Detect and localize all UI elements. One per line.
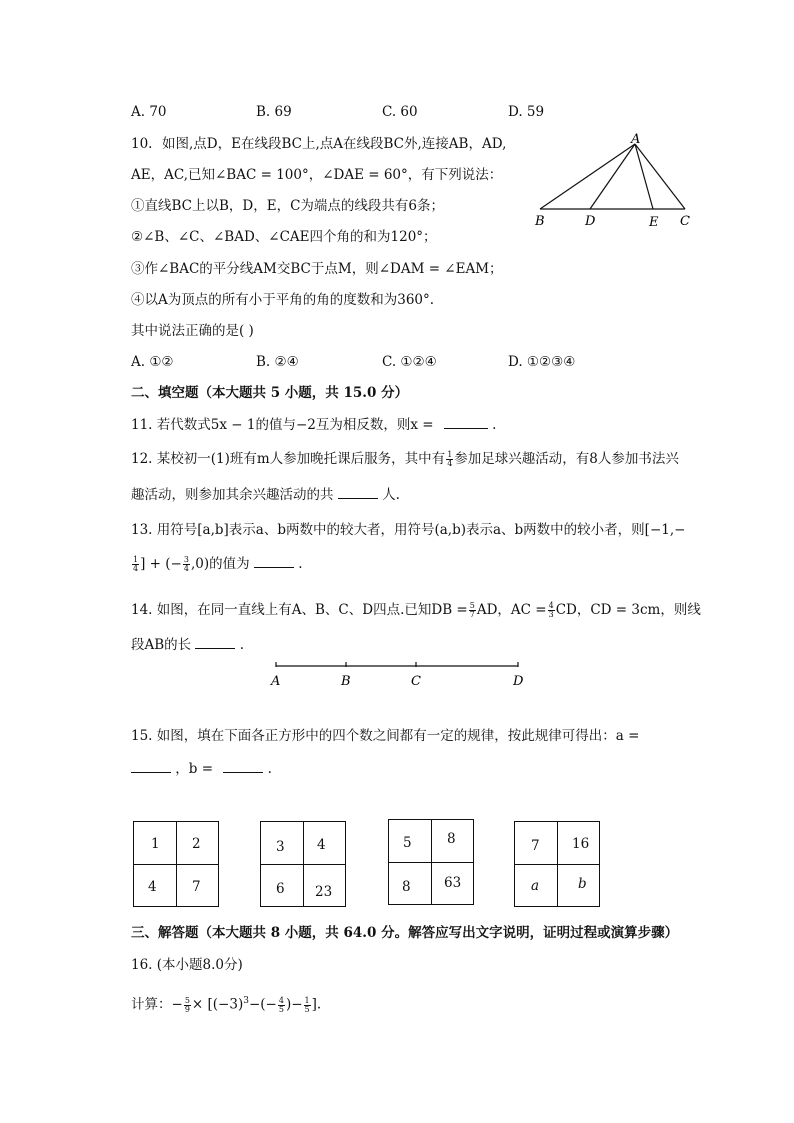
grid-hline [261, 864, 345, 865]
q14-frac2-denominator: 3 [548, 610, 554, 619]
q13-frac2-denominator: 4 [183, 564, 189, 573]
square-cell: 23 [315, 884, 333, 900]
q9-option-a: A. 70 [131, 104, 167, 120]
q12-text-line2: 趣活动，则参加其余兴趣活动的共 [131, 487, 334, 503]
q10-statement-1: ①直线BC上以B，D，E，C为端点的线段共有6条； [131, 198, 445, 214]
label-a: A [271, 674, 281, 689]
q13-line1: 13. 用符号[a,b]表示a、b两数中的较大者，用符号(a,b)表示a、b两数中的较小者，则[−1,− [131, 522, 686, 538]
q12-text-b: 参加足球兴趣活动，有8人参加书法兴 [454, 451, 679, 467]
q13-frac1-denominator: 4 [133, 564, 139, 573]
square-cell: 6 [276, 881, 285, 897]
q16-m3: )− [285, 996, 303, 1013]
q16-frac2-numerator: 4 [278, 995, 284, 1005]
square-cell: 4 [148, 879, 157, 895]
square-cell: 16 [572, 836, 590, 852]
square-cell: 7 [531, 838, 540, 854]
grid-hline [515, 864, 599, 865]
q10-line1 [131, 135, 152, 153]
q16-label: 计算：− [131, 996, 183, 1013]
q9-option-c: C. 60 [382, 104, 418, 120]
label-b: B [341, 674, 351, 689]
q14-frac1-numerator: 5 [469, 601, 475, 610]
q15-b-label: ，b = [175, 761, 214, 777]
q9-option-b: B. 69 [256, 104, 292, 120]
q16-m2: −(− [248, 996, 277, 1013]
q16-mid: × [(−3) [191, 996, 244, 1013]
q13-fraction-1 [132, 556, 139, 573]
q15-line1: 15. 如图，填在下面各正方形中的四个数之间都有一定的规律，按此规律可得出：a = [131, 728, 640, 744]
segment-ac [635, 144, 685, 209]
q15-square-2 [260, 821, 346, 907]
q15-line2 [131, 760, 272, 778]
q15-b-blank [223, 772, 263, 773]
q13-fraction-2 [183, 556, 190, 573]
grid-hline [389, 862, 473, 863]
square-cell: 3 [276, 839, 285, 855]
square-cell: 5 [403, 835, 412, 851]
q12-frac-denominator: 4 [447, 459, 453, 468]
q13-frac1-numerator: 1 [133, 555, 139, 564]
q10-option-b: B. ②④ [256, 354, 299, 370]
q16-frac3-numerator: 1 [304, 995, 310, 1005]
q14-fraction-2 [548, 602, 555, 619]
q14-line1 [131, 601, 701, 619]
section-2-heading: 二、填空题（本大题共 5 小题，共 15.0 分） [131, 385, 409, 401]
label-a: A [631, 132, 641, 147]
q16-fraction-2 [278, 997, 285, 1014]
q11-answer-blank [444, 428, 488, 429]
q16-frac1-denominator: 9 [184, 1004, 190, 1014]
q16-fraction-3 [304, 997, 311, 1014]
q13-frac2-numerator: 3 [183, 555, 189, 564]
segment-ad [590, 144, 635, 209]
q11 [131, 416, 496, 434]
q13-line2 [131, 555, 302, 573]
q12-fraction [446, 451, 453, 468]
q14-line-figure [268, 656, 530, 692]
q14-answer-blank [195, 648, 235, 649]
square-cell: 1 [151, 836, 160, 852]
q15-a-blank [131, 772, 171, 773]
q14-text-a: 14. 如图，在同一直线上有A、B、C、D四点.已知DB = [131, 602, 468, 618]
square-cell: 63 [444, 875, 462, 891]
q15-square-4 [514, 821, 600, 907]
q16-frac1-numerator: 5 [184, 995, 190, 1005]
q12-answer-blank [338, 498, 378, 499]
square-cell: a [531, 878, 540, 894]
q14-fraction-1 [469, 602, 476, 619]
q14-text-line2: 段AB的长 [131, 637, 192, 653]
segment-ae [635, 144, 653, 209]
q10-text-line1: 如图,点D，E在线段BC上,点A在线段BC外,连接AB，AD, [162, 136, 507, 152]
q16-expression [131, 992, 321, 1014]
q16-title: 16. (本小题8.0分) [131, 957, 243, 973]
q10-statement-3: ③作∠BAC的平分线AM交BC于点M，则∠DAM = ∠EAM； [131, 261, 503, 277]
q12-tail: 人. [382, 487, 400, 503]
q14-text-c: CD，CD = 3cm，则线 [555, 602, 701, 618]
q12-frac-numerator: 1 [447, 450, 453, 459]
q15-square-1 [133, 821, 219, 907]
label-d: D [585, 214, 596, 229]
q10-number: 10. [131, 136, 153, 152]
q14-frac1-denominator: 7 [469, 610, 475, 619]
q10-statement-4: ④以A为顶点的所有小于平角的角的度数和为360°. [131, 292, 435, 308]
q14-line2 [131, 636, 244, 654]
q13-mid: ] + (− [140, 556, 182, 572]
q10-statement-2: ②∠B、∠C、∠BAD、∠CAE四个角的和为120°； [131, 229, 437, 245]
q15-square-3 [388, 819, 474, 905]
section-3-heading: 三、解答题（本大题共 8 小题，共 64.0 分。解答应写出文字说明，证明过程或演算步骤） [131, 925, 679, 941]
q10-option-a: A. ①② [131, 354, 174, 370]
q11-period: . [492, 417, 497, 433]
q9-option-d: D. 59 [508, 104, 545, 120]
square-cell: b [578, 876, 587, 892]
q16-fraction-1 [184, 997, 191, 1014]
q13-answer-blank [254, 567, 294, 568]
label-d: D [513, 674, 524, 689]
q16-frac3-denominator: 5 [304, 1004, 310, 1014]
label-b: B [535, 214, 545, 229]
q14-frac2-numerator: 4 [548, 601, 554, 610]
label-c: C [411, 674, 421, 689]
segment-ab [540, 144, 635, 209]
q16-end: ]. [311, 996, 322, 1013]
q12-line1 [131, 450, 679, 468]
q10-question: 其中说法正确的是( ) [131, 323, 254, 339]
q10-option-d: D. ①②③④ [508, 354, 576, 370]
square-cell: 8 [402, 879, 411, 895]
label-e: E [649, 215, 659, 230]
q14-period: . [239, 637, 245, 653]
square-cell: 4 [317, 837, 326, 853]
square-cell: 8 [447, 831, 456, 847]
q11-text: 11. 若代数式5x − 1的值与−2互为相反数，则x = [131, 417, 434, 433]
q14-text-b: AD，AC = [476, 602, 547, 618]
q10-option-c: C. ①②④ [382, 354, 437, 370]
q12-text-a: 12. 某校初一(1)班有m人参加晚托课后服务，其中有 [131, 451, 446, 467]
q12-line2 [131, 486, 400, 504]
q16-frac2-denominator: 5 [278, 1004, 284, 1014]
q13-tail: ,0)的值为 [190, 556, 250, 572]
square-cell: 7 [192, 879, 201, 895]
grid-hline [134, 864, 218, 865]
q10-text-line2: AE，AC,已知∠BAC = 100°，∠DAE = 60°，有下列说法： [131, 167, 503, 183]
square-cell: 2 [192, 836, 201, 852]
q16-exponent: 3 [243, 996, 249, 1006]
q10-triangle-figure [525, 132, 705, 232]
q13-period: . [298, 556, 303, 572]
label-c: C [680, 214, 690, 229]
q15-period: . [267, 761, 272, 777]
